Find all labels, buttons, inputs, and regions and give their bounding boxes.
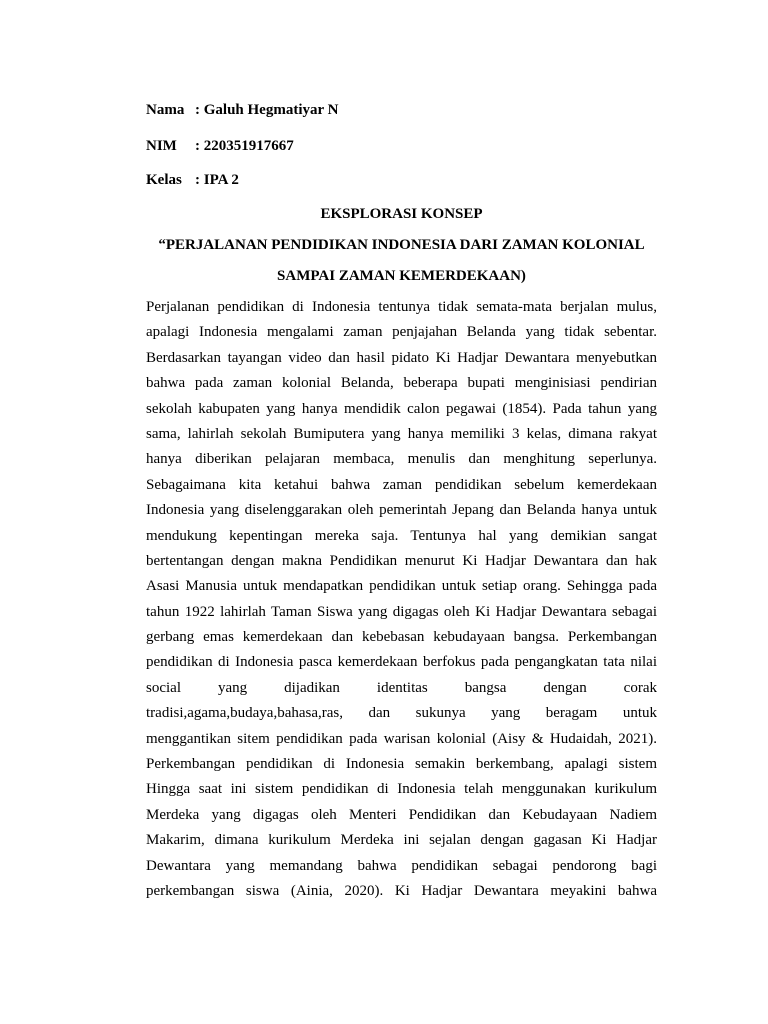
body-line: Dewantara yang memandang bahwa pendidikan sebagai pendorong bagi — [146, 857, 657, 874]
body-line: Hingga saat ini sistem pendidikan di Indonesia telah menggunakan kurikulum — [146, 781, 657, 798]
meta-nama — [146, 101, 338, 119]
body-line: apalagi Indonesia mengalami zaman penjajahan Belanda yang tidak sebentar. — [146, 324, 657, 341]
body-line: social yang dijadikan identitas bangsa dengan corak — [146, 679, 657, 696]
body-line: pendidikan di Indonesia pasca kemerdekaan berfokus pada pengangkatan tata nilai — [146, 654, 657, 671]
body-line: tradisi,agama,budaya,bahasa,ras, dan sukunya yang beragam untuk — [146, 705, 657, 722]
kelas-value: : IPA 2 — [195, 172, 239, 188]
document-title: EKSPLORASI KONSEP — [320, 206, 483, 222]
body-line: bertentangan dengan makna Pendidikan menurut Ki Hadjar Dewantara dan hak — [146, 552, 657, 569]
body-line: Perkembangan pendidikan di Indonesia semakin berkembang, apalagi sistem — [146, 756, 657, 773]
body-line: Perjalanan pendidikan di Indonesia tentunya tidak semata-mata berjalan mulus, — [146, 299, 657, 315]
nim-label: NIM — [146, 138, 177, 154]
body-line: Makarim, dimana kurikulum Merdeka ini sejalan dengan gagasan Ki Hadjar — [146, 832, 657, 849]
body-line: Asasi Manusia untuk mendapatkan pendidikan untuk setiap orang. Sehingga pada — [146, 578, 657, 595]
body-line: sekolah kabupaten yang hanya mendidik calon pegawai (1854). Pada tahun yang — [146, 400, 657, 417]
nama-label: Nama — [146, 102, 185, 118]
meta-kelas — [146, 171, 239, 189]
nim-value: : 220351917667 — [195, 138, 294, 154]
body-line: gerbang emas kemerdekaan dan kebebasan kebudayaan bangsa. Perkembangan — [146, 629, 657, 646]
body-line: perkembangan siswa (Ainia, 2020). Ki Hadjar Dewantara meyakini bahwa — [146, 882, 657, 899]
document-subtitle-line-1: “PERJALANAN PENDIDIKAN INDONESIA DARI ZAMAN KOLONIAL — [158, 237, 645, 253]
meta-nim — [146, 137, 294, 155]
body-line: sama, lahirlah sekolah Bumiputera yang hanya memiliki 3 kelas, dimana rakyat — [146, 425, 657, 442]
body-line: hanya diberikan pelajaran membaca, menulis dan menghitung seperlunya. — [146, 451, 657, 468]
body-line: Indonesia yang diselenggarakan oleh pemerintah Jepang dan Belanda hanya untuk — [146, 502, 657, 519]
body-line: tahun 1922 lahirlah Taman Siswa yang digagas oleh Ki Hadjar Dewantara sebagai — [146, 603, 657, 620]
document-subtitle-line-2: SAMPAI ZAMAN KEMERDEKAAN) — [277, 268, 526, 284]
body-line: mendukung kepentingan mereka saja. Tentunya hal yang demikian sangat — [146, 527, 657, 544]
body-line: bahwa pada zaman kolonial Belanda, beberapa bupati menginisiasi pendirian — [146, 375, 657, 392]
body-line: menggantikan sitem pendidikan pada warisan kolonial (Aisy & Hudaidah, 2021). — [146, 730, 657, 747]
body-paragraph — [146, 295, 657, 904]
body-line: Merdeka yang digagas oleh Menteri Pendidikan dan Kebudayaan Nadiem — [146, 806, 657, 823]
body-line: Berdasarkan tayangan video dan hasil pidato Ki Hadjar Dewantara menyebutkan — [146, 349, 657, 366]
nama-value: : Galuh Hegmatiyar N — [195, 102, 339, 118]
kelas-label: Kelas — [146, 172, 182, 188]
body-line: Sebagaimana kita ketahui bahwa zaman pendidikan sebelum kemerdekaan — [146, 476, 657, 493]
